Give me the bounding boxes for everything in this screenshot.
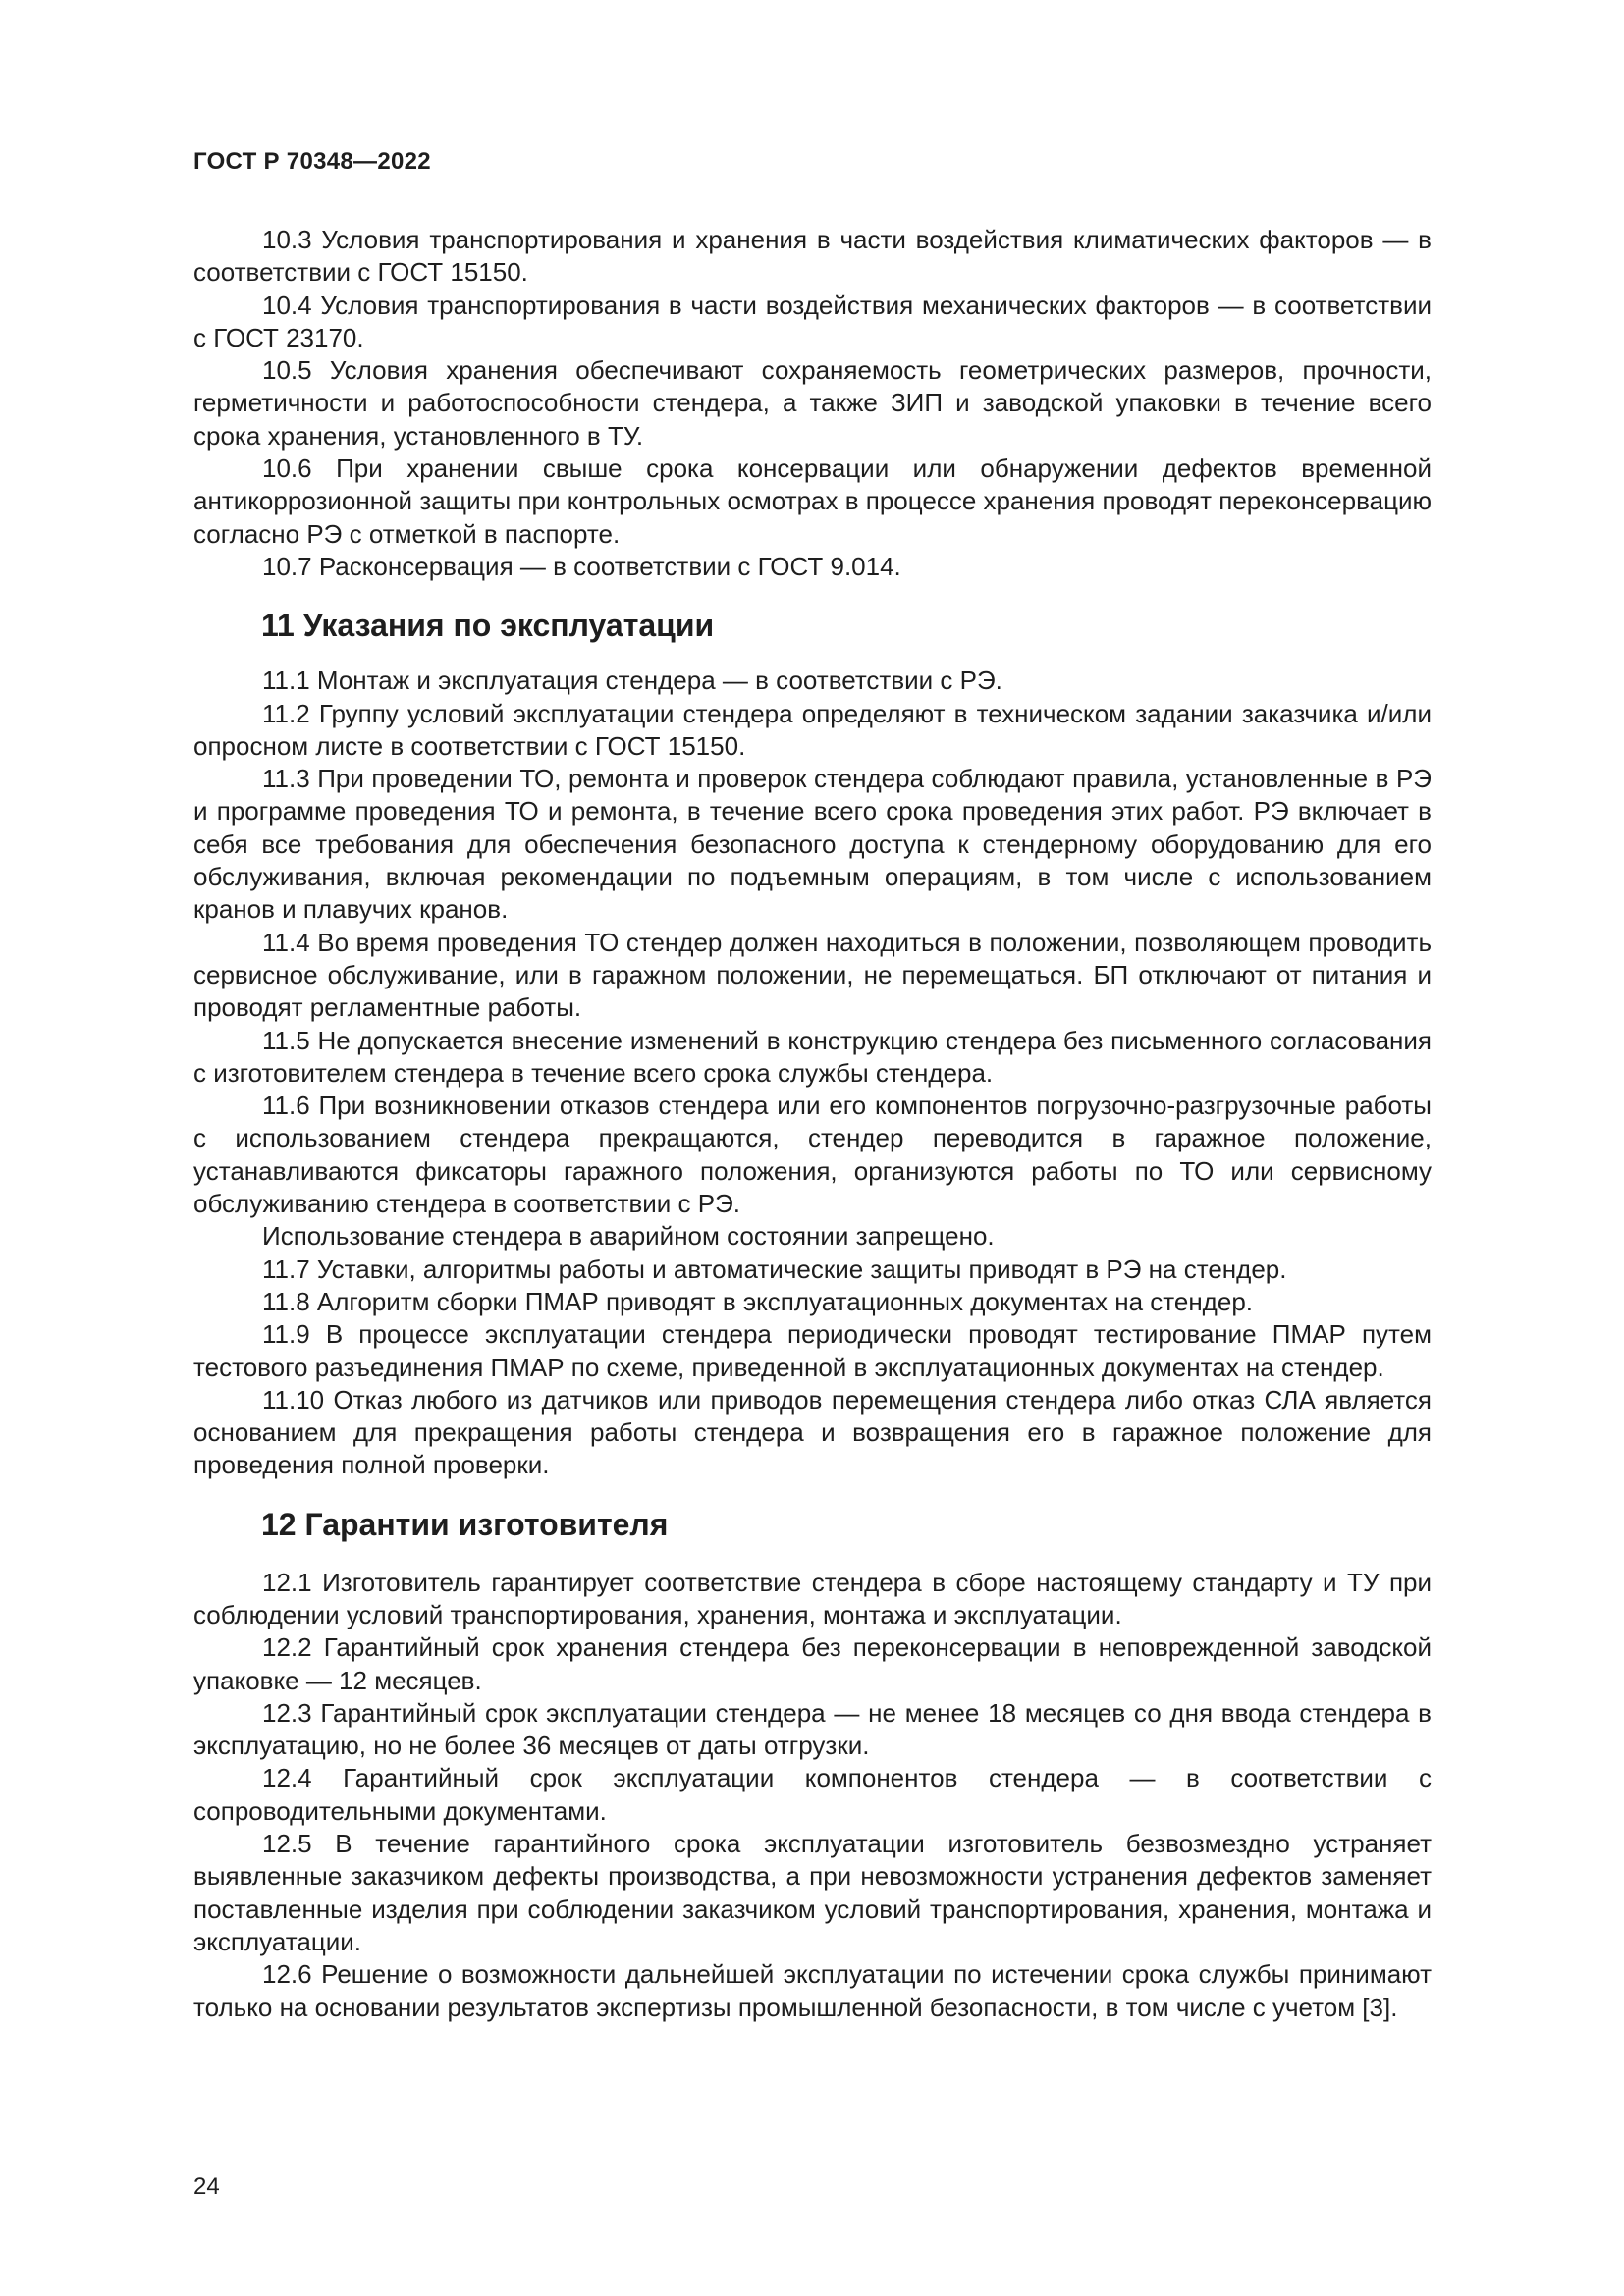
paragraph-12-6: 12.6 Решение о возможности дальнейшей эксплуатации по истечении срока службы принимают только на основании результатов экспертизы промышленной безопасности, в том числе с учетом [3]. <box>193 1959 1432 2022</box>
paragraph-12-2: 12.2 Гарантийный срок хранения стендера без переконсервации в неповрежденной заводской упаковке — 12 месяцев. <box>193 1632 1432 1695</box>
paragraph-12-1: 12.1 Изготовитель гарантирует соответствие стендера в сборе настоящему стандарту и ТУ при соблюдении условий транспортирования, хранения, монтажа и эксплуатации. <box>193 1567 1432 1629</box>
paragraph-11-8: 11.8 Алгоритм сборки ПМАР приводят в эксплуатационных документах на стендер. <box>262 1286 1253 1316</box>
paragraph-11-10: 11.10 Отказ любого из датчиков или приводов перемещения стендера либо отказ СЛА является основанием для прекращения работы стендера и возвращения его в гаражное положение для проведения полной проверки. <box>193 1384 1432 1480</box>
section-11-heading: 11 Указания по эксплуатации <box>261 608 715 644</box>
paragraph-11-9: 11.9 В процессе эксплуатации стендера периодически проводят тестирование ПМАР путем тестового разъединения ПМАР по схеме, приведенной в эксплуатационных документах на стендер. <box>193 1319 1432 1382</box>
paragraph-12-4: 12.4 Гарантийный срок эксплуатации компонентов стендера — в соответствии с сопроводительными документами. <box>193 1763 1432 1826</box>
paragraph-10-6: 10.6 При хранении свыше срока консервации или обнаружении дефектов временной антикоррозионной защиты при контрольных осмотрах в процессе хранения проводят переконсервацию согласно РЭ с отметкой в паспорте. <box>193 454 1432 549</box>
paragraph-11-4: 11.4 Во время проведения ТО стендер должен находиться в положении, позволяющем проводить сервисное обслуживание, или в гаражном положении, не перемещаться. БП отключают от питания и проводят регламентные работы. <box>193 927 1432 1023</box>
document-code-header: ГОСТ Р 70348—2022 <box>193 148 431 175</box>
paragraph-10-3: 10.3 Условия транспортирования и хранения в части воздействия климатических факторов — в соответствии с ГОСТ 15150. <box>193 225 1432 288</box>
paragraph-10-5: 10.5 Условия хранения обеспечивают сохраняемость геометрических размеров, прочности, герметичности и работоспособности стендера, а также ЗИП и заводской упаковки в течение всего срока хранения, установленного в ТУ. <box>193 355 1432 451</box>
paragraph-11-6: 11.6 При возникновении отказов стендера или его компонентов погрузочно-разгрузочные работы с использованием стендера прекращаются, стендер переводится в гаражное положение, устанавливаются фиксаторы гаражного положения, организуются работы по ТО или сервисному обслуживанию стендера в соответствии с РЭ. <box>193 1091 1432 1219</box>
paragraph-11-7: 11.7 Уставки, алгоритмы работы и автоматические защиты приводят в РЭ на стендер. <box>262 1254 1287 1284</box>
document-body <box>193 224 1432 2024</box>
paragraph-11-6-note: Использование стендера в аварийном состоянии запрещено. <box>262 1221 995 1252</box>
paragraph-11-2: 11.2 Группу условий эксплуатации стендера определяют в техническом задании заказчика и/или опросном листе в соответствии с ГОСТ 15150. <box>193 698 1432 761</box>
section-12-heading: 12 Гарантии изготовителя <box>261 1506 669 1542</box>
paragraph-11-5: 11.5 Не допускается внесение изменений в конструкцию стендера без письменного согласования с изготовителем стендера в течение всего срока службы стендера. <box>193 1025 1432 1088</box>
page-number: 24 <box>193 2173 220 2200</box>
paragraph-11-1: 11.1 Монтаж и эксплуатация стендера — в соответствии с РЭ. <box>262 666 1002 696</box>
paragraph-10-4: 10.4 Условия транспортирования в части воздействия механических факторов — в соответствии с ГОСТ 23170. <box>193 290 1432 352</box>
paragraph-12-5: 12.5 В течение гарантийного срока эксплуатации изготовитель безвозмездно устраняет выявленные заказчиком дефекты производства, а при невозможности устранения дефектов заменяет поставленные изделия при соблюдении заказчиком условий транспортирования, хранения, монтажа и эксплуатации. <box>193 1829 1432 1956</box>
paragraph-10-7: 10.7 Расконсервация — в соответствии с ГОСТ 9.014. <box>262 551 901 581</box>
paragraph-12-3: 12.3 Гарантийный срок эксплуатации стендера — не менее 18 месяцев со дня ввода стендера в эксплуатацию, но не более 36 месяцев от даты отгрузки. <box>193 1697 1432 1761</box>
paragraph-11-3: 11.3 При проведении ТО, ремонта и проверок стендера соблюдают правила, установленные в РЭ и программе проведения ТО и ремонта, в течение всего срока проведения этих работ. РЭ включает в себя все требования для обеспечения безопасного доступа к стендерному оборудованию для его обслуживания, включая рекомендации по подъемным операциям, в том числе с использованием кранов и плавучих кранов. <box>193 764 1432 925</box>
